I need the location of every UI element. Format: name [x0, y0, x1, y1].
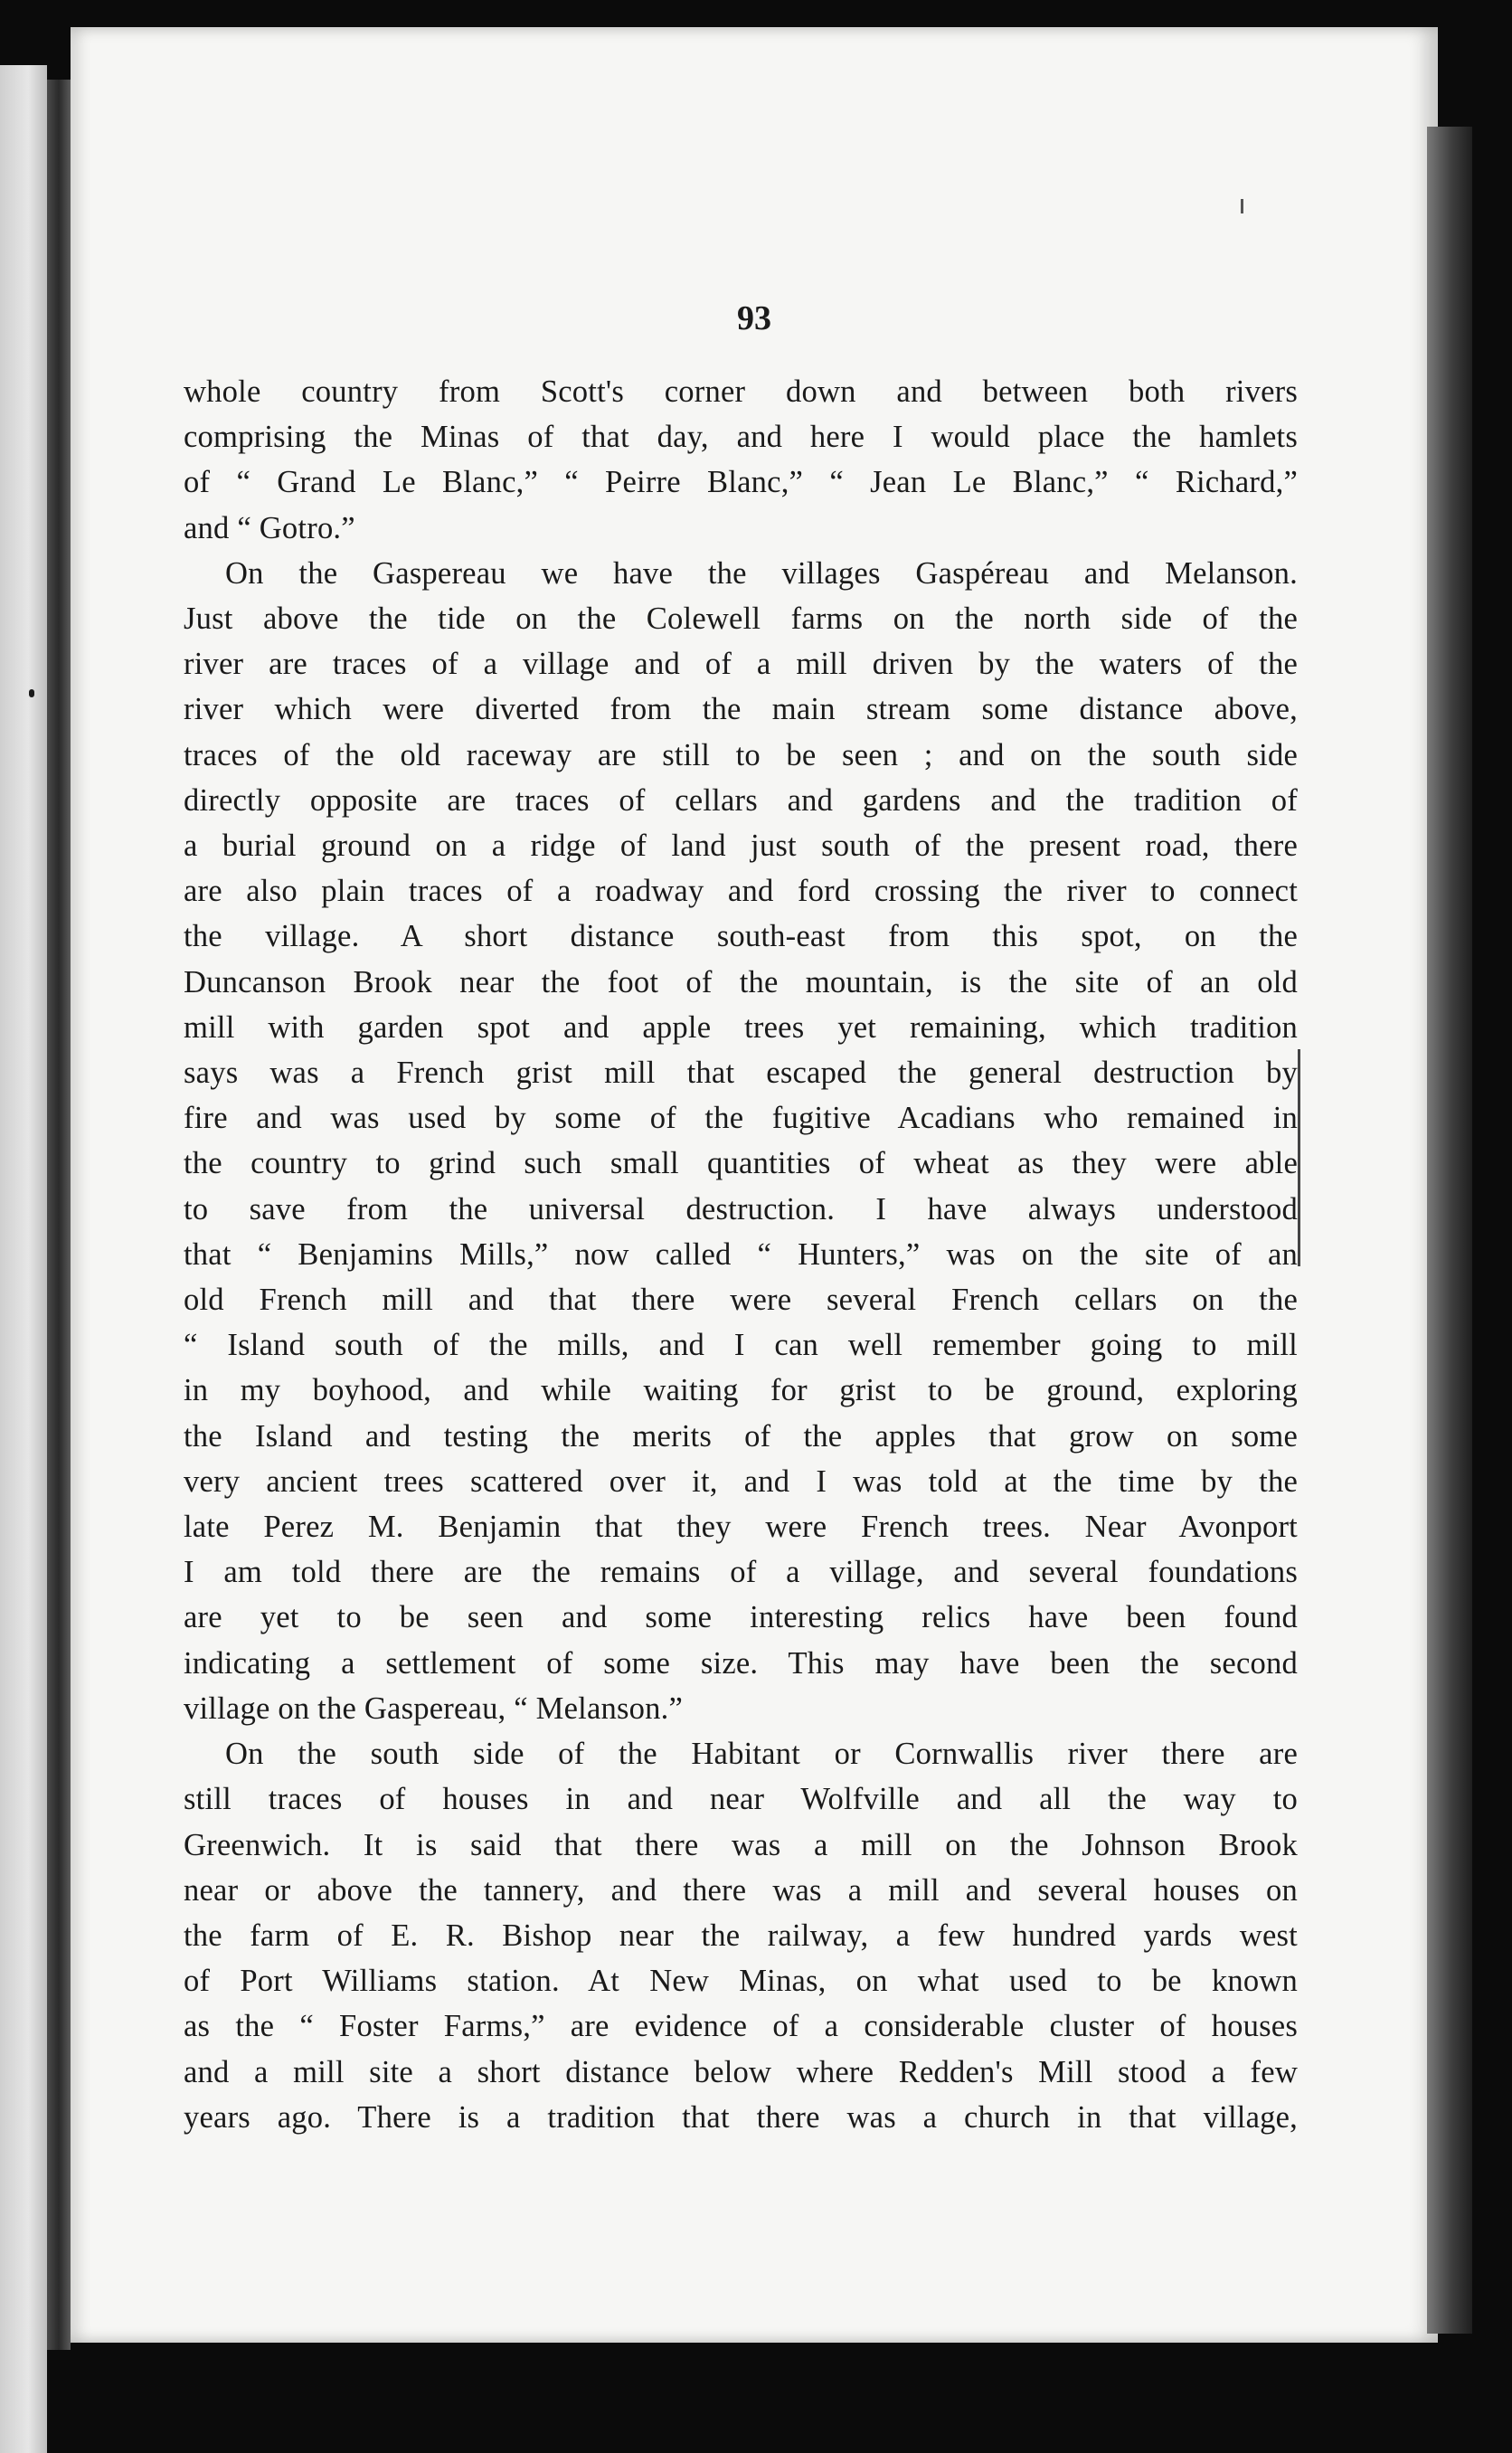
scan-speck: [29, 689, 34, 697]
book-spine: [47, 80, 71, 2350]
text-line: very ancient trees scattered over it, and I was told at the time by the: [184, 1463, 1298, 1499]
text-line: village on the Gaspereau, “ Melanson.”: [184, 1691, 684, 1726]
text-line: traces of the old raceway are still to be seen ; and on the south side: [184, 737, 1298, 772]
text-line: river which were diverted from the main stream some distance above,: [184, 692, 1298, 727]
text-line: Just above the tide on the Colewell farms on the north side of the: [184, 601, 1298, 637]
text-line: the farm of E. R. Bishop near the railway, a few hundred yards west: [184, 1918, 1298, 1953]
text-line: as the “ Foster Farms,” are evidence of a considerable cluster of houses: [184, 2009, 1298, 2044]
page-edge-shadow: [1427, 127, 1472, 2334]
body-text: [184, 369, 1298, 2140]
text-line: a burial ground on a ridge of land just south of the present road, there: [184, 829, 1298, 864]
text-line: are yet to be seen and some interesting relics have been found: [184, 1600, 1298, 1635]
facing-page-edge: [0, 65, 47, 2453]
paragraph-2: [184, 551, 1298, 1731]
margin-mark: [1298, 1049, 1300, 1266]
text-line: still traces of houses in and near Wolfville and all the way to: [184, 1782, 1298, 1817]
book-page: [71, 27, 1438, 2343]
text-line: directly opposite are traces of cellars and gardens and the tradition of: [184, 782, 1298, 818]
text-line: On the south side of the Habitant or Cornwallis river there are: [225, 1737, 1298, 1772]
text-line: to save from the universal destruction. I have always understood: [184, 1191, 1298, 1226]
text-line: old French mill and that there were several French cellars on the: [184, 1283, 1298, 1318]
text-line: late Perez M. Benjamin that they were French trees. Near Avonport: [184, 1510, 1298, 1545]
text-line: says was a French grist mill that escaped the general destruction by: [184, 1056, 1298, 1091]
text-line: of Port Williams station. At New Minas, on what used to be known: [184, 1964, 1298, 1999]
text-line: and a mill site a short distance below where Redden's Mill stood a few: [184, 2054, 1298, 2089]
text-line: near or above the tannery, and there was a mill and several houses on: [184, 1872, 1298, 1908]
text-line: the village. A short distance south-east from this spot, on the: [184, 919, 1298, 954]
text-line: and “ Gotro.”: [184, 510, 355, 545]
text-line: indicating a settlement of some size. This may have been the second: [184, 1645, 1298, 1681]
text-line: river are traces of a village and of a mill driven by the waters of the: [184, 647, 1298, 682]
text-line: On the Gaspereau we have the villages Gaspéreau and Melanson.: [225, 555, 1298, 591]
text-line: the country to grind such small quantities of wheat as they were able: [184, 1146, 1298, 1181]
text-line: that “ Benjamins Mills,” now called “ Hunters,” was on the site of an: [184, 1236, 1298, 1272]
text-line: Greenwich. It is said that there was a mill on the Johnson Brook: [184, 1827, 1298, 1862]
text-line: comprising the Minas of that day, and here I would place the hamlets: [184, 420, 1298, 455]
page-number: 93: [737, 299, 771, 337]
text-line: I am told there are the remains of a village, and several foundations: [184, 1555, 1298, 1590]
text-line: the Island and testing the merits of the apples that grow on some: [184, 1418, 1298, 1454]
text-line: in my boyhood, and while waiting for grist to be ground, exploring: [184, 1373, 1298, 1408]
paragraph-3: [184, 1731, 1298, 2140]
text-line: Duncanson Brook near the foot of the mountain, is the site of an old: [184, 964, 1298, 999]
scan-speck: [1241, 199, 1243, 213]
text-line: mill with garden spot and apple trees yet remaining, which tradition: [184, 1009, 1298, 1045]
text-line: of “ Grand Le Blanc,” “ Peirre Blanc,” “ Jean Le Blanc,” “ Richard,”: [184, 465, 1298, 500]
text-line: whole country from Scott's corner down and between both rivers: [184, 374, 1298, 409]
text-line: “ Island south of the mills, and I can well remember going to mill: [184, 1328, 1298, 1363]
text-line: fire and was used by some of the fugitive Acadians who remained in: [184, 1101, 1298, 1136]
text-line: are also plain traces of a roadway and ford crossing the river to connect: [184, 874, 1298, 909]
paragraph-1: [184, 369, 1298, 551]
text-line: years ago. There is a tradition that there was a church in that village,: [184, 2099, 1298, 2135]
